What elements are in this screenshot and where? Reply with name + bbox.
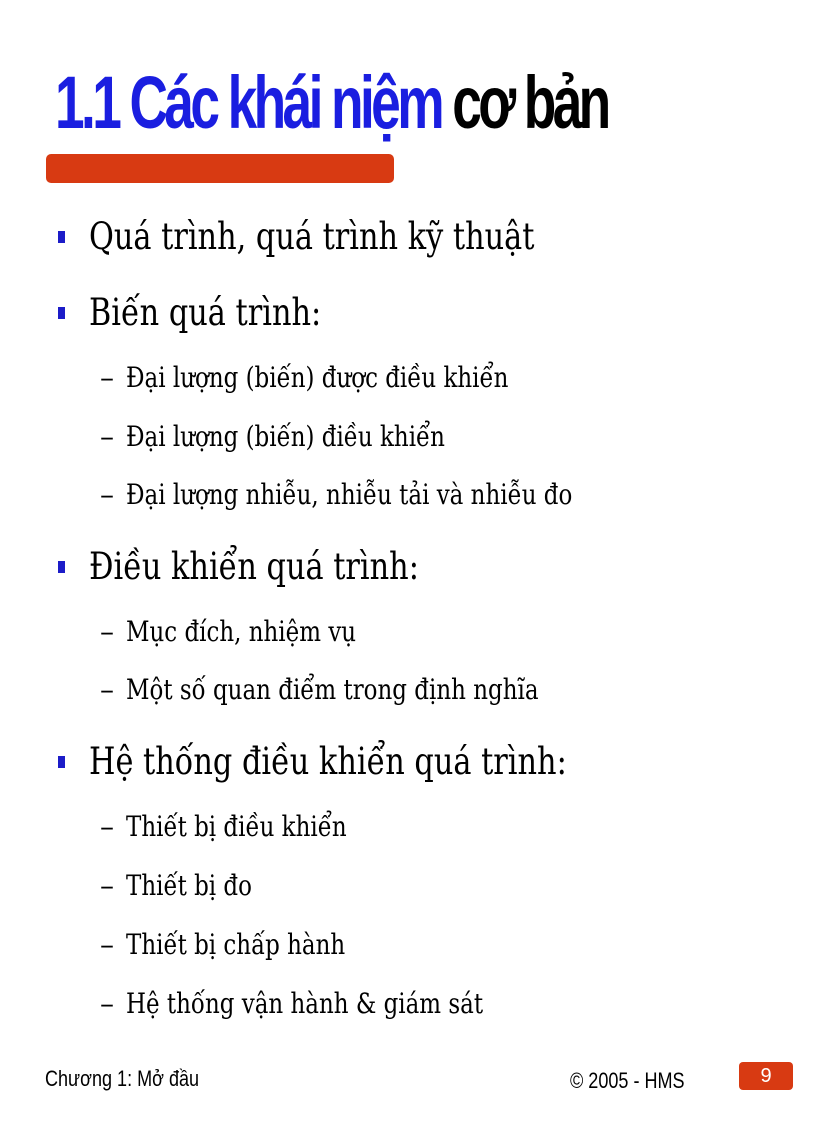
sub-bullet-text: Thiết bị điều khiển (126, 810, 347, 843)
bullet-text: Hệ thống điều khiển quá trình: (89, 740, 567, 783)
footer-copyright: © 2005 - HMS (570, 1068, 685, 1093)
sub-bullet-text: Đại lượng (biến) điều khiển (126, 420, 445, 453)
sub-bullet-item (100, 673, 629, 706)
dash-bullet-icon: – (100, 987, 114, 1020)
bullet-item (58, 291, 372, 334)
sub-bullet-text: Thiết bị đo (126, 869, 252, 902)
square-bullet-icon (58, 756, 65, 768)
sub-bullet-text: Một số quan điểm trong định nghĩa (126, 673, 539, 706)
dash-bullet-icon: – (100, 420, 114, 453)
sub-bullet-item (100, 987, 561, 1020)
dash-bullet-icon: – (100, 361, 114, 394)
square-bullet-icon (58, 561, 65, 573)
sub-bullet-item (100, 615, 407, 648)
bullet-text: Biến quá trình: (89, 291, 322, 334)
dash-bullet-icon: – (100, 615, 114, 648)
sub-bullet-item (100, 420, 515, 453)
sub-bullet-text: Đại lượng (biến) được điều khiển (126, 361, 509, 394)
dash-bullet-icon: – (100, 673, 114, 706)
dash-bullet-icon: – (100, 810, 114, 843)
bullet-item (58, 215, 632, 258)
sub-bullet-item (100, 928, 393, 961)
sub-bullet-item (100, 810, 395, 843)
sub-bullet-text: Hệ thống vận hành & giám sát (126, 987, 484, 1020)
bullet-text: Điều khiển quá trình: (89, 545, 419, 588)
sub-bullet-item (100, 869, 280, 902)
bullet-item (58, 545, 491, 588)
sub-bullet-item (100, 361, 592, 394)
square-bullet-icon (58, 307, 65, 319)
page-number-badge: 9 (739, 1062, 793, 1090)
sub-bullet-text: Đại lượng nhiễu, nhiễu tải và nhiễu đo (126, 478, 573, 511)
dash-bullet-icon: – (100, 928, 114, 961)
footer-chapter: Chương 1: Mở đầu (45, 1066, 200, 1091)
bullet-text: Quá trình, quá trình kỹ thuật (89, 215, 535, 258)
sub-bullet-text: Mục đích, nhiệm vụ (126, 615, 357, 648)
square-bullet-icon (58, 231, 65, 243)
sub-bullet-item (100, 478, 670, 511)
dash-bullet-icon: – (100, 869, 114, 902)
bullet-item (58, 740, 672, 783)
slide-title-highlight: 1.1 Các khái niệm (55, 61, 441, 144)
dash-bullet-icon: – (100, 478, 114, 511)
sub-bullet-text: Thiết bị chấp hành (126, 928, 346, 961)
slide-title-rest: cơ bản (440, 61, 608, 144)
